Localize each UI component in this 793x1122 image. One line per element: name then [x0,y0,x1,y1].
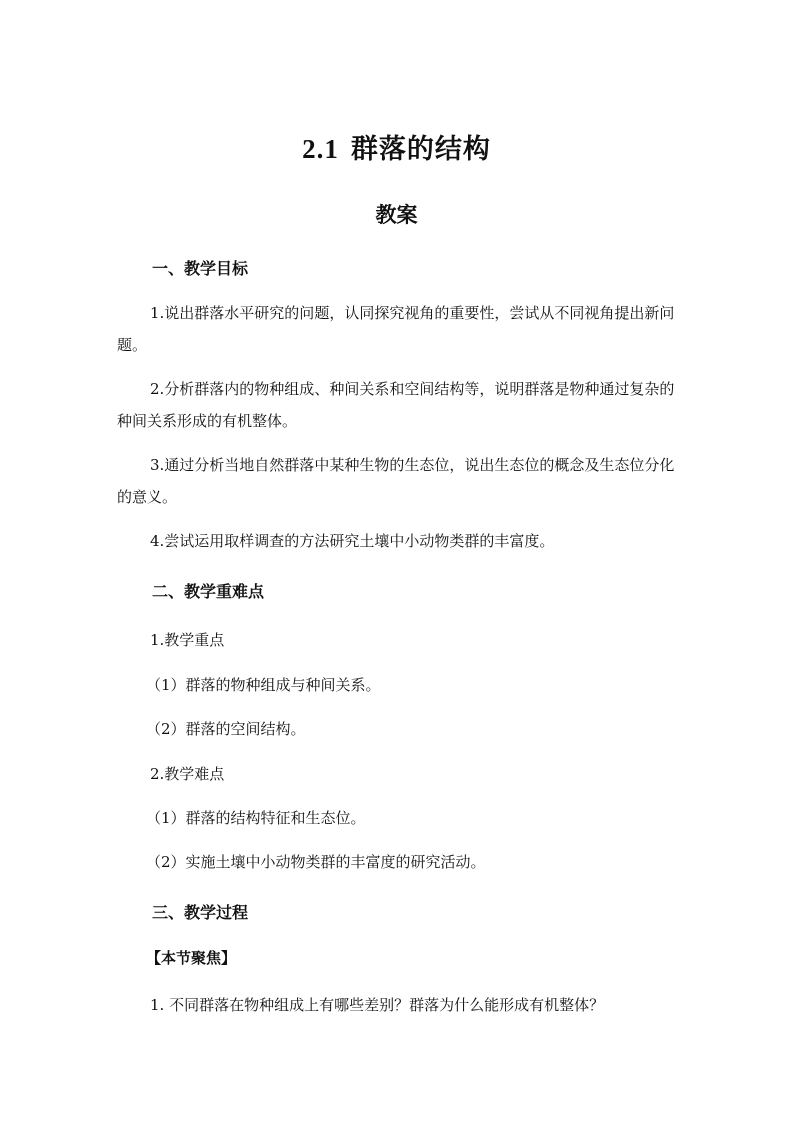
section-heading-process: 三、教学过程 [152,903,249,922]
document-subtitle: 教案 [375,202,418,227]
section-heading-key-points: 二、教学重难点 [152,582,265,601]
key-point-item-1: （1）群落的物种组成与种间关系。 [146,676,381,694]
objective-item-2: 2.分析群落内的物种组成、种间关系和空间结构等，说明群落是物种通过复杂的种间关系形成的有机整体。 [117,380,675,430]
difficult-point-item-2: （2）实施土壤中小动物类群的丰富度的研究活动。 [146,853,486,871]
difficult-point-item-1: （1）群落的结构特征和生态位。 [146,809,366,827]
focus-label: 【本节聚焦】 [146,949,237,967]
key-point-item-2: （2）群落的空间结构。 [146,720,306,738]
objective-item-1: 1.说出群落水平研究的问题，认同探究视角的重要性，尝试从不同视角提出新问题。 [117,304,675,354]
document-title [0,127,793,166]
objective-item-4: 4.尝试运用取样调查的方法研究土壤中小动物类群的丰富度。 [150,532,555,550]
section-heading-objectives: 一、教学目标 [152,259,249,278]
title-number: 2.1 [302,134,339,164]
objective-item-3: 3.通过分析当地自然群落中某种生物的生态位，说出生态位的概念及生态位分化的意义。 [117,456,675,506]
key-points-label: 1.教学重点 [150,631,225,649]
focus-question-1: 1. 不同群落在物种组成上有哪些差别？群落为什么能形成有机整体？ [150,996,605,1014]
difficult-points-label: 2.教学难点 [150,765,225,783]
title-text: 群落的结构 [350,134,491,165]
